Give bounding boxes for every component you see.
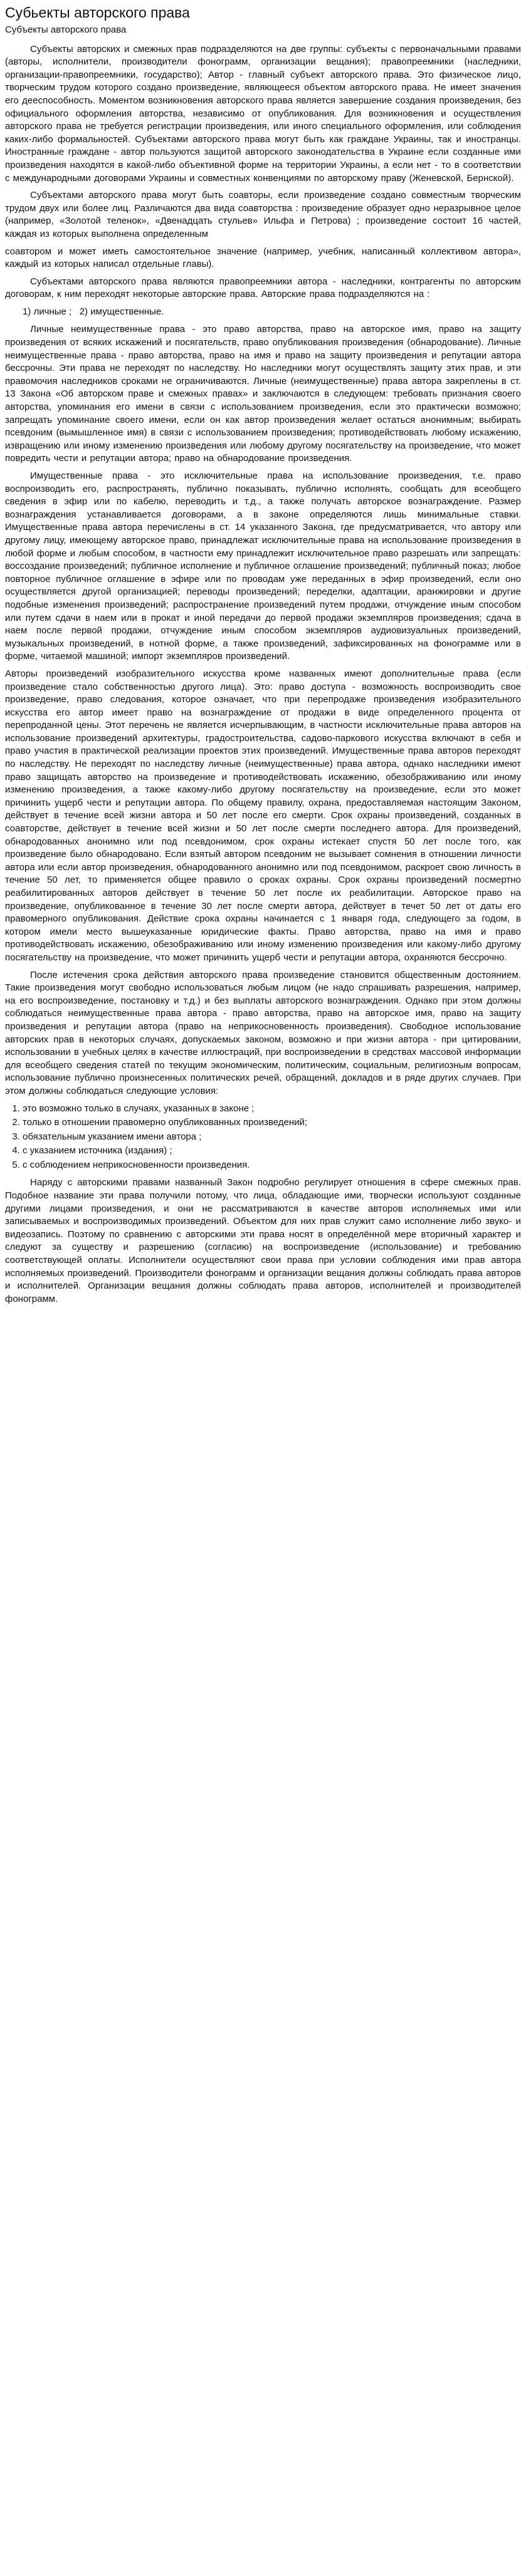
paragraph: Субъекты авторских и смежных прав подразделяются на две группы: субъекты с первоначальными правами (авторы, исполнители, производители фонограмм, организации вещания); правопреемники (наследники, организации-правопреемники, государство); Автор - главный субъект авторского права. Это физическое лицо, творческим трудом которого создано произведение, являющееся объектом авторского права. Не имеет значения его дееспособность. Моментом возникновения авторского права является завершение создания произведения, без официального оформления авторства, независимо от опубликования. Для возникновения и осуществления авторского права не требуется регистрации произведения, или иного специального оформления, или соблюдения каких-либо формальностей. Субъектами авторского права могут быть как граждане Украины, так и иностранцы. Иностранные граждане - автор пользуются защитой авторского законодательства в Украине если созданные ими произведения находятся в какой-либо объективной форме на территории Украины, а если нет - то в соответствии с международными договорами Украины и совместных конвенциями по авторскому праву (Женевской, Бернской). [5, 43, 521, 184]
paragraph: Субъектами авторского права могут быть соавторы, если произведение создано совместным творческим трудом двух или более лиц. Различаются два вида соавторства : произведение образует одно неразрывное целое (например, «Золотой теленок», «Двенадцать стульев» Ильфа и Петрова) ; произведение состоит 16 частей, каждая из которых выполнена определенным [5, 190, 521, 239]
paragraph: Личные неимущественные права - это право авторства, право на авторское имя, право на защиту произведения от всяких искажений и посягательств, право опубликования произведения (обнародование). Личные неимущественные права - право авторства, право на имя и право на защиту произведения и репутации автора бессрочны. Эти права не переходят по наследству. Но наследники могут осуществлять защиту этих прав, и эти правомочия наследников сроками не ограничиваются. Личные (неимущественные) права автора закреплены в ст. 13 Закона «Об авторском праве и смежных правах» и заключаются в следующем: требовать признания своего авторства, упоминания его имени в связи с использованием произведения, если это практически возможно; запрещать упоминание своего имени, если он как автор произведения желает остаться анонимным; выбирать псевдоним (вымышленное имя) в связи с использованием произведения; противодействовать любому искажению, извращению или иному изменению произведения или любому другому посягательству на произведение, что может повредить чести и репутации автора; право на обнародование произведения. [5, 324, 521, 464]
paragraph: соавтором и может иметь самостоятельное значение (например, учебник, написанный коллективом автора», каждый из которых написал отдельные главы). [5, 246, 521, 270]
list-item [23, 306, 521, 319]
list-item-text: 1) личные ; [23, 306, 72, 317]
list-item: 2. только в отношении правомерно опубликованных произведений; [23, 1116, 521, 1130]
list-item: 4. с указанием источника (издания) ; [23, 1145, 521, 1158]
paragraph: Имущественные права - это исключительные права на использование произведения, т.е. право воспроизводить его, распространять, публично показывать, публично исполнять, сообщать для всеобщего сведения в эфир или по кабелю, переводить и т.д., а также получать авторское вознаграждение. Размер вознаграждения устанавливается договорами, а в законе определяются лишь минимальные ставки. Имущественные права автора перечислены в ст. 14 указанного Закона, где предусматривается, что автору или другому лицу, имеющему авторское право, принадлежат исключительные права на использование произведения в любой форме и любым способом, в частности ему принадлежит исключительное право разрешать или запрещать: воссоздание произведений; публичное исполнение и публичное оглашение произведений; публичный показ; любое повторное публичное оглашение в эфире или по проводам уже переданных в эфир произведений, если оно осуществляется другой организацией; переводы произведений; переделки, адаптации, аранжировки и другие подобные изменения произведений; распространение произведений путем продажи, отчуждение иным способом или путем сдачи в наем или в прокат и иной передачи до первой продажи экземпляров произведения; сдача в наем после первой продажи, отчуждение иным способом экземпляров аудиовизуальных произведений, музыкальных произведений, в нотной форме, а также произведений, зафиксированных на фонограмме или в форме, читаемой машиной; импорт экземпляров произведений. [5, 470, 521, 662]
list-item: 5. с соблюдением неприкосновенности произведения. [23, 1159, 521, 1172]
list-item-text: 2) имущественные. [79, 306, 164, 317]
paragraph: Наряду с авторскими правами названный Закон подробно регулирует отношения в сфере смежных прав. Подобное название эти права получили потому, что лица, обладающие ими, творчески используют созданные другими лицами произведения, и они не рассматриваются в качестве авторов исполняемых ими или записываемых и воспроизводимых произведений. Объектом для них прав служит само исполнение либо звуко- и видеозапись. Поэтому по сравнению с авторскими эти права носят в определённой мере вторичный характер и следуют за существу и разрешению (согласию) на воспроизведение (использование) и требованию соответствующей оплаты. Исполнители осуществляют свои права при условии соблюдения ими прав автора исполняемых произведений. Производители фонограмм и организации вещания должны соблюдать права авторов и исполнителей. Организации вещания должны соблюдать права авторов, исполнителей и производителей фонограмм. [5, 1177, 521, 1304]
paragraph: Субъектами авторского права являются правопреемники автора - наследники, контрагенты по авторским договорам, к ним переходят некоторые авторские права. Авторские права подразделяются на : [5, 276, 521, 300]
list-item: 3. обязательным указанием имени автора ; [23, 1131, 521, 1144]
rights-types-list [5, 306, 521, 319]
list-item: 1. это возможно только в случаях, указанных в законе ; [23, 1103, 521, 1116]
paragraph: После истечения срока действия авторского права произведение становится общественным достоянием. Такие произведения могут свободно использоваться любым лицом (не надо спрашивать разрешения, например, на его воспроизведение, постановку и т.д.) и без выплаты авторского вознаграждения. Однако при этом должны соблюдаться неимущественные права автора - право авторства, право на авторское имя, право на защиту произведения и репутации автора (право на неприкосновенность произведения). Свободное использование авторских прав в некоторых случаях, допускаемых законом, возможно и при жизни автора - при цитировании, использовании в учебных целях в качестве иллюстраций, при воспроизведении в средствах массовой информации для всеобщего сведения статей по текущим экономическим, политическим, социальным, религиозным вопросам, использование публично произнесенных политических речей, обращений, докладов и в ряде других случаев. При этом должны соблюдаться следующие условия: [5, 969, 521, 1096]
page-title: Субьекты авторского права [5, 4, 190, 21]
page-subtitle: Субъекты авторского права [5, 24, 127, 35]
conditions-list [5, 1103, 521, 1172]
paragraph: Авторы произведений изобразительного искусства кроме названных имеют дополнительные права (если произведение стало собственностью другого лица). Это: право доступа - возможность воспроизводить свое произведение, право следования, которое означает, что при перепродаже произведения изобразительного искусства его автор имеет право на вознаграждение от продажи в виде определенного процента от перепроданной цены. Этот перечень не является исчерпывающим, в частности исключительные права авторов на использование произведений архитектуры, градостроительства, садово-паркового искусства включают в себя и право участия в практической реализации проектов этих произведений. Имущественные права авторов переходят по наследству. Не переходят по наследству личные (неимущественные) права автора, однако наследники имеют право защищать авторство на произведение и противодействовать искажению, обезображиванию или иному изменению произведения, а также какому-либо другому посягательству на произведение, если это может причинить ущерб чести и репутации автора. По общему правилу, охрана, предоставляемая настоящим Законом, действует в течение всей жизни автора и 50 лет после его смерти. Срок охраны произведений, созданных в соавторстве, действует в течение всей жизни и 50 лет после смерти последнего автора. Для произведений, обнародованных анонимно или под псевдонимом, срок охраны истекает спустя 50 лет после того, как произведение было обнародовано. Если взятый автором псевдоним не вызывает сомнения в отношении личности автора или если автор произведения, обнародованного анонимно или под псевдонимом, раскроет свою личность в течение 50 лет, то применяется общее правило о сроках охраны. Срок охраны произведений посмертно реабилитированных авторов действует в течение 50 лет после их реабилитации. Авторское право на произведение, опубликованное в течение 30 лет после смерти автора, действует в течет 50 лет от даты его правомерного опубликования. Действие срока охраны начинается с 1 января года, следующего за годом, в котором имели место вышеуказанные юридические факты. Право авторства, право на имя и право противодействовать искажению, обезображиванию или иному изменению произведения или какому-либо другому посягательству на произведение, что может причинить ущерб чести и репутации автора, охраняются бессрочно. [5, 668, 521, 963]
